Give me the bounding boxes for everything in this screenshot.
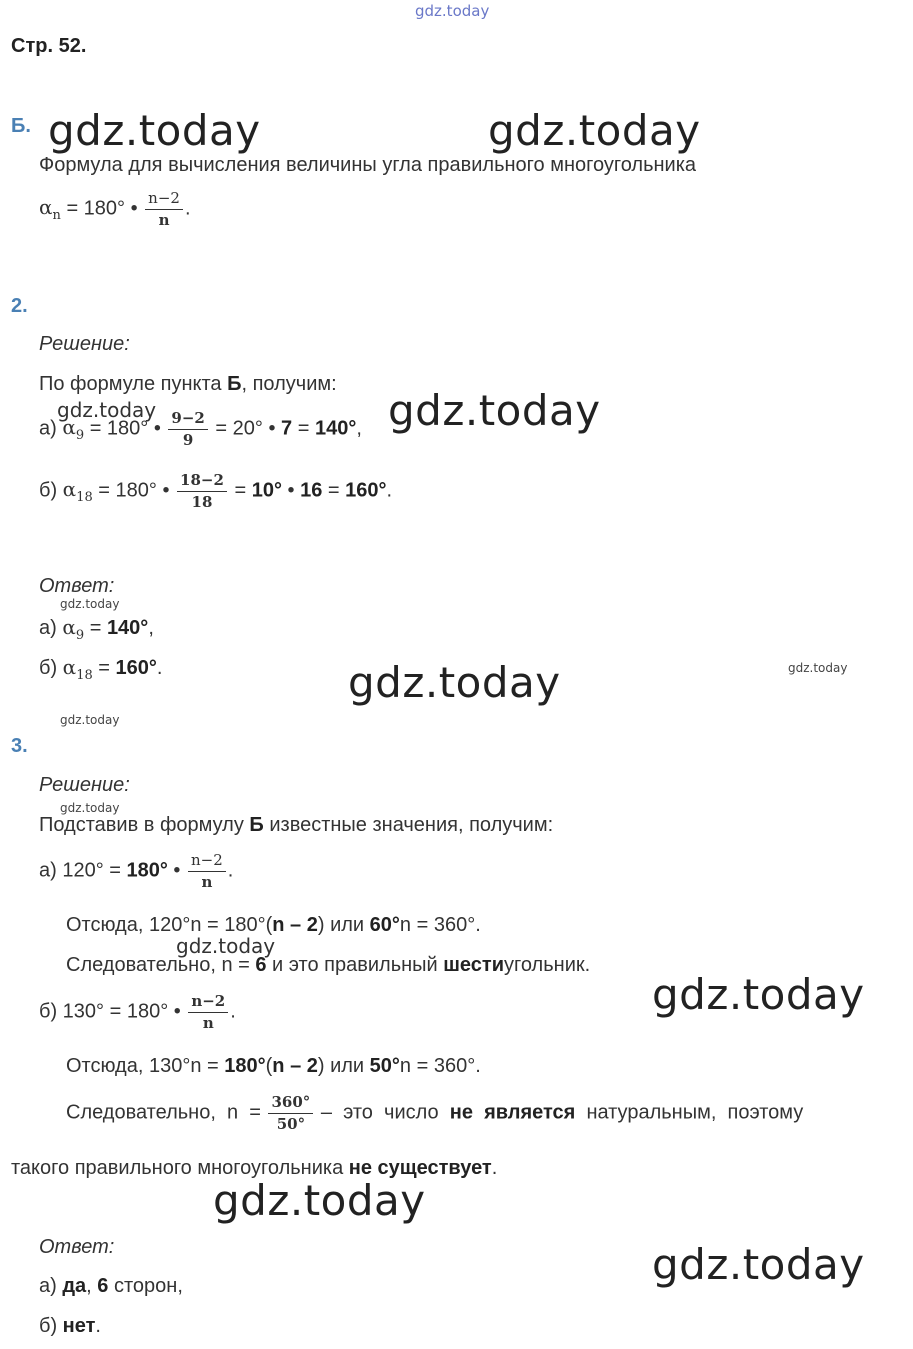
watermark: gdz.today <box>60 713 120 727</box>
task-2-line-b: б) $\alpha_{18} = 180^\circ$ • $\frac{18-2}{18}$ = 10° • 16 = 160°. <box>39 471 393 511</box>
page-title: Стр. 52. <box>11 35 87 57</box>
task-3-line-a: а) 120° = 180° • $\frac{n-2}{n}$ . <box>39 851 234 891</box>
task-3-a-from: Отсюда, 120°n = 180°(n – 2) или 60°n = 360°. <box>66 914 481 936</box>
task-3-a-hence: Следовательно, n = 6 и это правильный шестиугольник. <box>66 954 591 976</box>
section-b-formula: $\alpha_n = 180^\circ$ • $\frac{n-2}{n}$ . <box>39 189 191 229</box>
watermark-top: gdz.today <box>415 2 490 20</box>
task-3-answer-heading: Ответ: <box>39 1236 115 1258</box>
task-3-b-continuation: такого правильного многоугольника не существует. <box>11 1157 498 1179</box>
task-2-label: 2. <box>11 295 28 317</box>
watermark: gdz.today <box>652 1240 865 1289</box>
fraction: $\frac{n-2}{n}$ <box>188 993 228 1031</box>
watermark: gdz.today <box>176 934 276 958</box>
fraction: $\frac{9-2}{9}$ <box>168 410 207 448</box>
task-2-solution-heading: Решение: <box>39 333 130 355</box>
task-3-solution-heading: Решение: <box>39 774 130 796</box>
alpha-symbol: $\alpha_n$ <box>39 195 61 224</box>
fraction: $\frac{18-2}{18}$ <box>177 472 227 510</box>
watermark: gdz.today <box>60 801 120 815</box>
task-2-answer-b: б) $\alpha_{18} = 160^\circ$. <box>39 655 163 683</box>
watermark: gdz.today <box>57 398 157 422</box>
task-3-intro: Подставив в формулу Б известные значения, получим: <box>39 814 554 836</box>
watermark: gdz.today <box>488 106 701 155</box>
task-2-answer-a: а) $\alpha_9 = 140^\circ$, <box>39 615 154 643</box>
task-3-answer-a: а) да, 6 сторон, <box>39 1275 183 1297</box>
watermark: gdz.today <box>652 970 865 1019</box>
task-3-b-from: Отсюда, 130°n = 180°(n – 2) или 50°n = 360°. <box>66 1055 481 1077</box>
watermark: gdz.today <box>348 658 561 707</box>
task-2-line-a: а) $\alpha_9 = 180^\circ$ • $\frac{9-2}{9}$ = 20° • 7 = 140°, <box>39 409 362 449</box>
watermark: gdz.today <box>213 1176 426 1225</box>
task-3-label: 3. <box>11 735 28 757</box>
task-3-b-hence: Следовательно, n = $\frac{360^\circ}{50^\circ}$ – это число не является натуральным, поэтому <box>66 1093 804 1133</box>
fraction: $\frac{n-2}{n}$ <box>188 852 226 890</box>
task-2-answer-heading: Ответ: <box>39 575 115 597</box>
task-3-answer-b: б) нет. <box>39 1315 101 1337</box>
section-b-label: Б. <box>11 115 31 137</box>
watermark: gdz.today <box>60 597 120 611</box>
watermark: gdz.today <box>388 386 601 435</box>
watermark: gdz.today <box>788 661 848 675</box>
section-b-text: Формула для вычисления величины угла правильного многоугольника <box>39 154 697 176</box>
watermark: gdz.today <box>48 106 261 155</box>
task-2-intro: По формуле пункта Б, получим: <box>39 373 337 395</box>
task-3-line-b: б) 130° = 180° • $\frac{n-2}{n}$ . <box>39 992 236 1032</box>
fraction: $\frac{n-2}{n}$ <box>145 190 183 228</box>
fraction: $\frac{360^\circ}{50^\circ}$ <box>268 1094 313 1132</box>
